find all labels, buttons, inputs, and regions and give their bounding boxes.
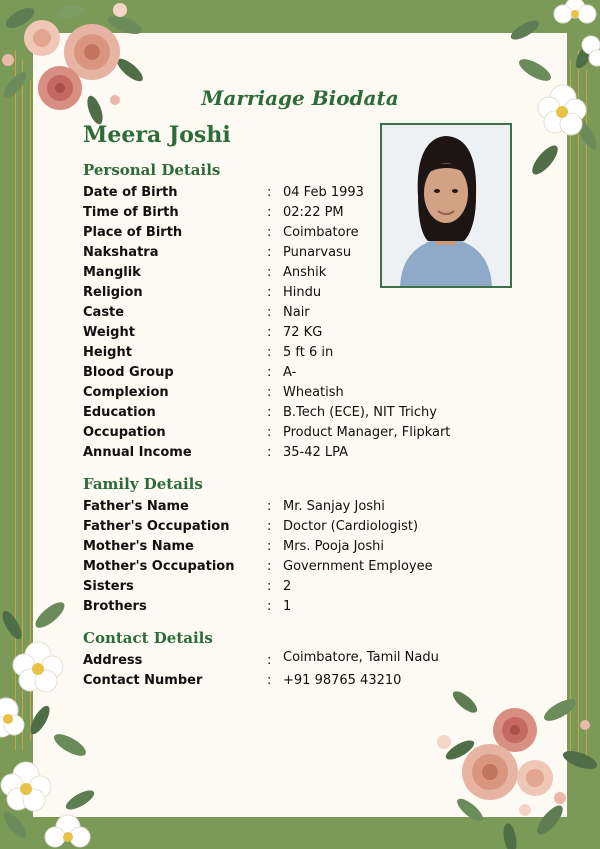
- separator: :: [267, 579, 272, 594]
- separator: :: [267, 559, 272, 574]
- detail-value: B.Tech (ECE), NIT Trichy: [283, 405, 437, 420]
- separator: :: [267, 245, 272, 260]
- detail-value: +91 98765 43210: [283, 673, 402, 688]
- separator: :: [267, 365, 272, 380]
- floral-bottom-left-decoration: [0, 585, 105, 849]
- detail-label: Education: [83, 405, 156, 420]
- detail-value: Government Employee: [283, 559, 433, 574]
- detail-label: Sisters: [83, 579, 134, 594]
- detail-row-fathers-name: [83, 499, 503, 517]
- detail-value: 04 Feb 1993: [283, 185, 364, 200]
- separator: :: [267, 673, 272, 688]
- detail-label: Blood Group: [83, 365, 174, 380]
- detail-label: Religion: [83, 285, 143, 300]
- separator: :: [267, 519, 272, 534]
- section-heading-contact: Contact Details: [83, 629, 213, 647]
- detail-label: Nakshatra: [83, 245, 159, 260]
- detail-row-religion: [83, 285, 503, 303]
- section-heading-personal: Personal Details: [83, 161, 221, 179]
- separator: :: [267, 325, 272, 340]
- detail-label: Weight: [83, 325, 135, 340]
- detail-label: Mother's Occupation: [83, 559, 235, 574]
- detail-row-sisters: [83, 579, 503, 597]
- detail-label: Brothers: [83, 599, 147, 614]
- detail-label: Caste: [83, 305, 125, 320]
- separator: :: [267, 405, 272, 420]
- separator: :: [267, 385, 272, 400]
- detail-row-nakshatra: [83, 245, 503, 263]
- separator: :: [267, 225, 272, 240]
- separator: :: [267, 205, 272, 220]
- detail-label: Occupation: [83, 425, 166, 440]
- separator: :: [267, 425, 272, 440]
- detail-value: Product Manager, Flipkart: [283, 425, 451, 440]
- detail-row-address: [83, 650, 503, 671]
- detail-value: 5 ft 6 in: [283, 345, 334, 360]
- detail-row-time-of-birth: [83, 205, 503, 223]
- detail-row-contact-number: [83, 673, 503, 691]
- detail-value: Hindu: [283, 285, 322, 300]
- detail-value: Nair: [283, 305, 310, 320]
- detail-row-blood-group: [83, 365, 503, 383]
- separator: :: [267, 185, 272, 200]
- detail-label: Place of Birth: [83, 225, 183, 240]
- document-title: Marriage Biodata: [201, 86, 399, 110]
- detail-value: Anshik: [283, 265, 327, 280]
- detail-value: Mrs. Pooja Joshi: [283, 539, 385, 554]
- detail-label: Time of Birth: [83, 205, 179, 220]
- detail-value: 2: [283, 579, 292, 594]
- detail-row-manglik: [83, 265, 503, 283]
- section-heading-family: Family Details: [83, 475, 203, 493]
- detail-value: 35-42 LPA: [283, 445, 349, 460]
- separator: :: [267, 653, 272, 668]
- detail-row-complexion: [83, 385, 503, 403]
- detail-row-mothers-occupation: [83, 559, 503, 577]
- detail-row-education: [83, 405, 503, 423]
- detail-value: Punarvasu: [283, 245, 352, 260]
- detail-value: Mr. Sanjay Joshi: [283, 499, 385, 514]
- separator: :: [267, 539, 272, 554]
- separator: :: [267, 345, 272, 360]
- detail-label: Contact Number: [83, 673, 203, 688]
- floral-bottom-right-decoration: [430, 690, 600, 849]
- detail-value: Doctor (Cardiologist): [283, 519, 419, 534]
- detail-label: Annual Income: [83, 445, 192, 460]
- separator: :: [267, 265, 272, 280]
- detail-row-caste: [83, 305, 503, 323]
- detail-label: Father's Occupation: [83, 519, 230, 534]
- detail-value: 02:22 PM: [283, 205, 344, 220]
- detail-value: Coimbatore: [283, 225, 359, 240]
- separator: :: [267, 305, 272, 320]
- detail-label: Complexion: [83, 385, 169, 400]
- detail-label: Manglik: [83, 265, 141, 280]
- detail-row-weight: [83, 325, 503, 343]
- separator: :: [267, 599, 272, 614]
- detail-row-height: [83, 345, 503, 363]
- separator: :: [267, 499, 272, 514]
- detail-row-brothers: [83, 599, 503, 617]
- detail-row-mothers-name: [83, 539, 503, 557]
- detail-row-date-of-birth: [83, 185, 503, 203]
- candidate-name: Meera Joshi: [83, 122, 231, 148]
- detail-row-annual-income: [83, 445, 503, 463]
- detail-label: Father's Name: [83, 499, 189, 514]
- detail-label: Mother's Name: [83, 539, 194, 554]
- detail-value: 72 KG: [283, 325, 323, 340]
- separator: :: [267, 445, 272, 460]
- detail-value: 1: [283, 599, 292, 614]
- separator: :: [267, 285, 272, 300]
- detail-label: Date of Birth: [83, 185, 178, 200]
- detail-row-place-of-birth: [83, 225, 503, 243]
- detail-value: Wheatish: [283, 385, 344, 400]
- detail-value: A-: [283, 365, 297, 380]
- detail-row-fathers-occupation: [83, 519, 503, 537]
- detail-label: Address: [83, 653, 143, 668]
- detail-label: Height: [83, 345, 132, 360]
- detail-row-occupation: [83, 425, 503, 443]
- detail-value: Coimbatore, Tamil Nadu: [283, 650, 439, 665]
